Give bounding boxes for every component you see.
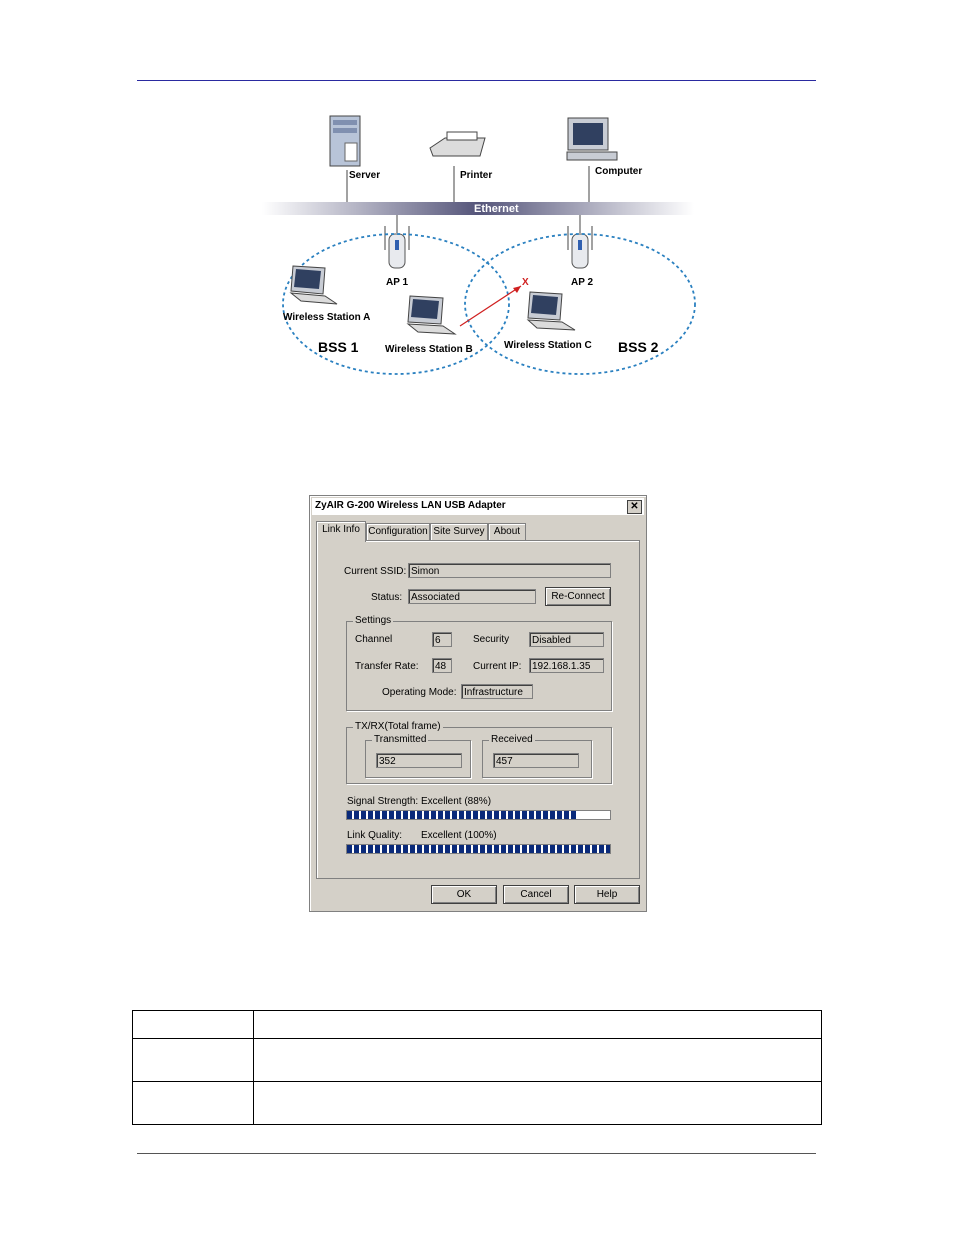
status-field: Associated bbox=[408, 589, 536, 604]
laptop-icon bbox=[528, 292, 575, 330]
table-cell bbox=[254, 1039, 822, 1082]
laptop-icon bbox=[291, 266, 337, 304]
printer-icon bbox=[430, 132, 485, 156]
txrx-group-title: TX/RX(Total frame) bbox=[355, 721, 441, 732]
tab-site-survey[interactable]: Site Survey bbox=[430, 523, 488, 541]
table-row bbox=[133, 1011, 822, 1039]
status-label: Status: bbox=[371, 592, 403, 603]
cancel-button[interactable]: Cancel bbox=[503, 885, 569, 904]
table-row bbox=[133, 1082, 822, 1125]
tab-link-info[interactable]: Link Info bbox=[316, 521, 366, 542]
signal-strength-fill bbox=[347, 811, 578, 819]
security-field: Disabled bbox=[529, 632, 604, 647]
settings-group-title: Settings bbox=[355, 615, 392, 626]
x-mark: X bbox=[522, 277, 529, 288]
received-group bbox=[482, 734, 592, 778]
wireless-adapter-dialog bbox=[309, 495, 647, 912]
tab-configuration[interactable]: Configuration bbox=[366, 523, 430, 541]
server-label: Server bbox=[349, 170, 381, 181]
server-icon bbox=[330, 116, 360, 166]
current-ip-label: Current IP: bbox=[473, 661, 522, 672]
operating-mode-field: Infrastructure bbox=[461, 684, 533, 699]
laptop-icon bbox=[408, 296, 455, 334]
received-title: Received bbox=[491, 734, 533, 745]
link-quality-value: Excellent (100%) bbox=[421, 830, 497, 841]
settings-group bbox=[346, 615, 612, 711]
channel-field: 6 bbox=[432, 632, 452, 647]
link-info-panel bbox=[316, 540, 640, 879]
ethernet-label: Ethernet bbox=[474, 203, 519, 215]
reconnect-button[interactable]: Re-Connect bbox=[545, 587, 611, 606]
security-label: Security bbox=[473, 634, 510, 645]
table-cell bbox=[254, 1082, 822, 1125]
station-c-label: Wireless Station C bbox=[504, 340, 592, 351]
station-b-label: Wireless Station B bbox=[385, 344, 473, 355]
roaming-arrow bbox=[460, 286, 521, 326]
printer-label: Printer bbox=[460, 170, 493, 181]
received-field: 457 bbox=[493, 753, 579, 768]
table-cell bbox=[133, 1011, 254, 1039]
current-ip-field: 192.168.1.35 bbox=[529, 658, 604, 673]
transmitted-group bbox=[365, 734, 471, 778]
link-quality-label: Link Quality: bbox=[347, 830, 403, 841]
current-ssid-field: Simon bbox=[408, 563, 611, 578]
transfer-rate-field: 48 bbox=[432, 658, 452, 673]
bss-diagram bbox=[255, 108, 700, 383]
computer-icon bbox=[567, 118, 617, 160]
signal-strength-label: Signal Strength: bbox=[347, 796, 419, 807]
footer-rule bbox=[137, 1153, 816, 1154]
ap2-label: AP 2 bbox=[571, 277, 594, 288]
close-button[interactable]: ✕ bbox=[627, 500, 642, 514]
table-cell bbox=[133, 1039, 254, 1082]
link-quality-fill bbox=[347, 845, 610, 853]
table-row bbox=[133, 1039, 822, 1082]
help-button[interactable]: Help bbox=[574, 885, 640, 904]
station-a-label: Wireless Station A bbox=[283, 312, 371, 323]
dialog-title: ZyAIR G-200 Wireless LAN USB Adapter bbox=[315, 500, 506, 511]
signal-strength-bar bbox=[346, 810, 611, 820]
description-table bbox=[132, 1010, 822, 1125]
title-bar bbox=[312, 498, 644, 515]
operating-mode-label: Operating Mode: bbox=[382, 687, 457, 698]
header-rule bbox=[137, 80, 816, 81]
ok-button[interactable]: OK bbox=[431, 885, 497, 904]
table-cell bbox=[254, 1011, 822, 1039]
ap1-label: AP 1 bbox=[386, 277, 409, 288]
bss1-label: BSS 1 bbox=[318, 339, 359, 355]
table-cell bbox=[133, 1082, 254, 1125]
transfer-rate-label: Transfer Rate: bbox=[355, 661, 419, 672]
txrx-group bbox=[346, 721, 612, 784]
transmitted-title: Transmitted bbox=[374, 734, 427, 745]
channel-label: Channel bbox=[355, 634, 393, 645]
link-quality-bar bbox=[346, 844, 611, 854]
signal-strength-value: Excellent (88%) bbox=[421, 796, 492, 807]
computer-label: Computer bbox=[595, 166, 643, 177]
transmitted-field: 352 bbox=[376, 753, 462, 768]
tab-about[interactable]: About bbox=[488, 523, 526, 541]
bss2-label: BSS 2 bbox=[618, 339, 659, 355]
current-ssid-label: Current SSID: bbox=[344, 566, 407, 577]
